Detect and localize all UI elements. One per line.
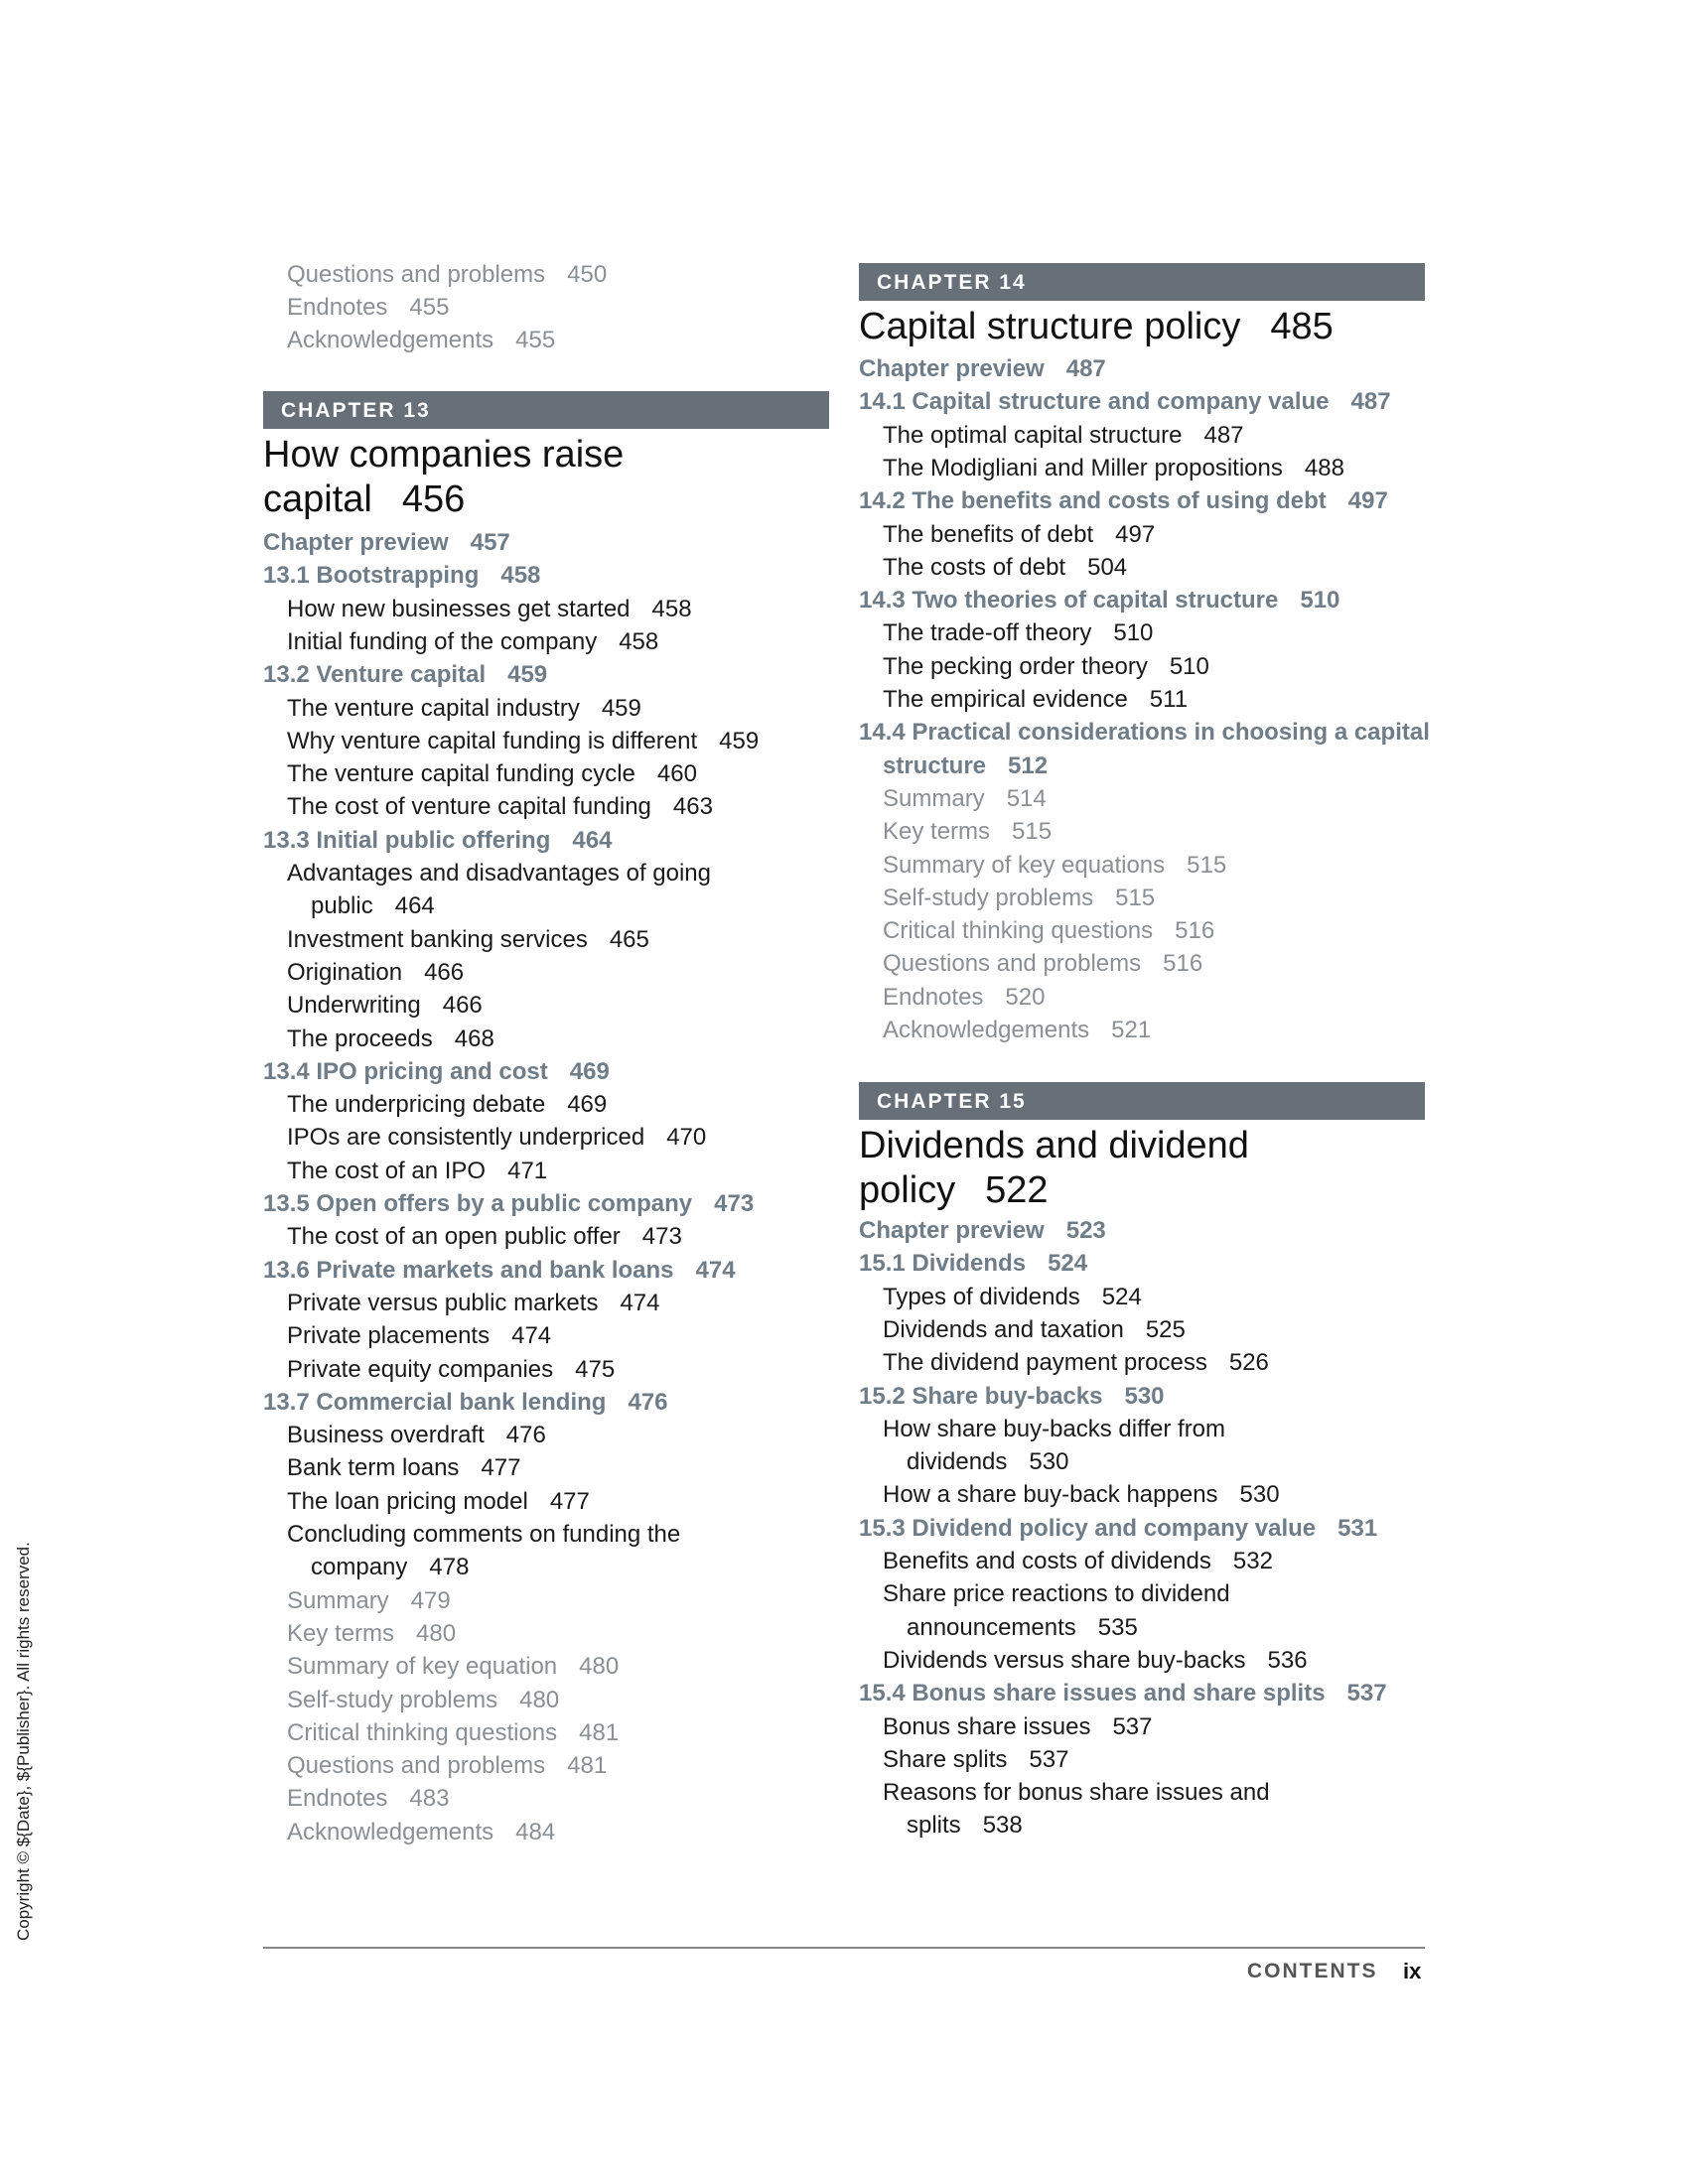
toc-entry xyxy=(859,1514,1377,1544)
toc-entry-page: 468 xyxy=(454,1024,494,1052)
toc-entry-title: 15.2 Share buy-backs xyxy=(859,1382,1103,1410)
toc-entry-page: 524 xyxy=(1101,1283,1142,1310)
toc-entry-title: The benefits of debt xyxy=(883,520,1094,548)
chapter-15-title-line2: policy 522 xyxy=(859,1169,1049,1211)
toc-entry xyxy=(883,1579,1230,1609)
toc-entry xyxy=(883,884,1155,913)
toc-entry-page: 475 xyxy=(575,1355,616,1383)
toc-entry-title: How new businesses get started xyxy=(287,595,631,622)
toc-entry-page: 510 xyxy=(1300,587,1340,614)
toc-entry xyxy=(263,1388,668,1418)
toc-entry-title: How share buy-backs differ from xyxy=(883,1415,1226,1442)
toc-entry-title: Private equity companies xyxy=(287,1355,554,1383)
toc-entry-title: 15.3 Dividend policy and company value xyxy=(859,1514,1317,1542)
toc-entry xyxy=(263,826,612,856)
toc-entry-page: 538 xyxy=(982,1812,1023,1840)
chapter-15-bar: CHAPTER 15 xyxy=(859,1082,1425,1120)
toc-entry-page: 510 xyxy=(1169,652,1209,680)
toc-entry-page: 521 xyxy=(1111,1017,1152,1043)
toc-entry xyxy=(883,949,1202,979)
toc-entry xyxy=(287,1784,449,1814)
toc-entry-title: Dividends and taxation xyxy=(883,1315,1124,1343)
toc-entry xyxy=(883,851,1226,881)
chapter-13-title: How companies raise xyxy=(263,434,625,476)
toc-entry-title: 13.1 Bootstrapping xyxy=(263,562,480,590)
toc-entry xyxy=(859,1679,1387,1708)
toc-entry-page: 479 xyxy=(410,1586,451,1614)
toc-entry xyxy=(883,652,1209,682)
toc-entry-title: 15.1 Dividends xyxy=(859,1250,1027,1278)
toc-entry xyxy=(287,1024,494,1054)
toc-entry-page: 470 xyxy=(666,1124,707,1152)
toc-entry-page: 469 xyxy=(569,1057,610,1085)
toc-entry-title: Chapter preview xyxy=(263,529,449,556)
toc-entry-title: Origination xyxy=(287,958,403,986)
toc-entry-page: 458 xyxy=(651,595,692,622)
toc-entry-title: 15.4 Bonus share issues and share splits xyxy=(859,1680,1326,1707)
toc-entry-title: How a share buy-back happens xyxy=(883,1481,1218,1509)
toc-entry-page: 481 xyxy=(567,1752,608,1780)
toc-entry-page: 537 xyxy=(1029,1745,1069,1773)
toc-entry-title: 14.2 The benefits and costs of using debt xyxy=(859,487,1327,515)
toc-entry-page: 514 xyxy=(1006,784,1047,812)
toc-entry xyxy=(287,991,483,1021)
toc-entry-page: 531 xyxy=(1337,1514,1378,1542)
toc-entry-title: Self-study problems xyxy=(883,884,1094,911)
toc-entry-title: Key terms xyxy=(883,818,991,846)
chapter-13-bar: CHAPTER 13 xyxy=(263,391,829,429)
toc-entry xyxy=(883,421,1244,451)
toc-entry-title: Acknowledgements xyxy=(883,1017,1090,1043)
toc-entry-title: The dividend payment process xyxy=(883,1349,1207,1377)
toc-entry-page: 511 xyxy=(1149,686,1189,713)
toc-entry xyxy=(287,1686,559,1715)
copyright-notice: Copyright © ${Date}, ${Publisher}. All rights reserved. xyxy=(14,1542,33,1941)
toc-entry xyxy=(883,618,1153,648)
toc-entry-title: Endnotes xyxy=(287,1785,388,1813)
toc-entry-title: 13.6 Private markets and bank loans xyxy=(263,1256,674,1284)
toc-entry-title: The cost of an open public offer xyxy=(287,1223,621,1251)
toc-entry-title: Private placements xyxy=(287,1322,491,1350)
toc-entry xyxy=(859,486,1388,516)
toc-entry-page: 523 xyxy=(1065,1217,1106,1244)
toc-entry-title: Initial funding of the company xyxy=(287,627,598,655)
toc-entry-title: 13.4 IPO pricing and cost xyxy=(263,1057,548,1085)
toc-entry xyxy=(883,1480,1280,1510)
toc-entry xyxy=(287,1818,555,1847)
toc-entry-page: 458 xyxy=(619,627,659,655)
toc-entry-title: Dividends versus share buy-backs xyxy=(883,1646,1246,1674)
toc-entry xyxy=(263,1189,754,1219)
toc-entry-title: Bank term loans xyxy=(287,1454,460,1482)
toc-entry xyxy=(287,792,713,822)
toc-entry-title: Summary xyxy=(287,1586,389,1614)
toc-entry xyxy=(287,727,759,756)
toc-entry-page: 537 xyxy=(1112,1712,1153,1740)
toc-entry-page: 488 xyxy=(1304,454,1344,481)
toc-entry-title: Questions and problems xyxy=(287,1752,546,1780)
toc-entry-page: 515 xyxy=(1115,884,1156,911)
toc-entry-title: Types of dividends xyxy=(883,1283,1080,1310)
toc-entry-title: The loan pricing model xyxy=(287,1487,528,1515)
toc-entry-title: IPOs are consistently underpriced xyxy=(287,1124,645,1152)
toc-entry-page: 497 xyxy=(1115,520,1156,548)
toc-entry xyxy=(883,784,1047,814)
footer-contents-label: CONTENTS xyxy=(1247,1960,1378,1982)
toc-entry xyxy=(287,1123,706,1153)
toc-entry-page: 497 xyxy=(1347,487,1388,515)
toc-entry-page: 474 xyxy=(620,1289,660,1316)
toc-entry-title: The venture capital funding cycle xyxy=(287,760,635,788)
toc-entry xyxy=(287,627,658,657)
toc-entry xyxy=(859,1382,1165,1412)
toc-entry xyxy=(883,983,1045,1013)
toc-entry xyxy=(311,1553,469,1582)
toc-entry-title: Reasons for bonus share issues and xyxy=(883,1779,1270,1807)
toc-entry xyxy=(263,1057,610,1087)
toc-entry xyxy=(907,1447,1068,1477)
toc-entry-title: Concluding comments on funding the xyxy=(287,1521,681,1548)
toc-entry xyxy=(287,1222,682,1252)
toc-entry-title: Critical thinking questions xyxy=(287,1718,558,1746)
toc-entry-title: Benefits and costs of dividends xyxy=(883,1548,1211,1574)
toc-entry xyxy=(859,718,1430,748)
toc-entry-title: Private versus public markets xyxy=(287,1289,599,1316)
toc-entry-page: 457 xyxy=(470,529,510,556)
toc-entry xyxy=(883,1547,1273,1576)
toc-entry-title: Share price reactions to dividend xyxy=(883,1580,1230,1608)
toc-entry xyxy=(287,595,692,624)
toc-entry xyxy=(883,553,1127,583)
toc-entry xyxy=(883,817,1052,847)
toc-entry-page: 516 xyxy=(1163,950,1203,978)
toc-entry-page: 535 xyxy=(1097,1613,1138,1641)
toc-entry-page: 484 xyxy=(515,1818,556,1845)
toc-entry xyxy=(263,561,540,591)
toc-entry xyxy=(287,1619,456,1649)
toc-entry xyxy=(883,1016,1151,1045)
toc-entry-page: 530 xyxy=(1239,1481,1280,1509)
toc-entry xyxy=(859,354,1106,384)
toc-entry-title: The underpricing debate xyxy=(287,1091,546,1119)
toc-entry-title: Advantages and disadvantages of going xyxy=(287,860,711,887)
toc-entry-page: 480 xyxy=(519,1686,560,1713)
toc-entry xyxy=(287,1751,607,1781)
chapter-15-title: Dividends and dividend xyxy=(859,1125,1249,1166)
toc-entry-page: 469 xyxy=(567,1091,608,1119)
toc-entry-page: 466 xyxy=(442,992,483,1020)
toc-entry-page: 474 xyxy=(511,1322,552,1350)
toc-entry-title: The optimal capital structure xyxy=(883,421,1183,449)
toc-entry: Questions and problems 450 xyxy=(287,261,608,288)
toc-entry-page: 463 xyxy=(672,793,713,821)
toc-entry-page: 525 xyxy=(1145,1315,1186,1343)
toc-entry-page: 477 xyxy=(481,1454,521,1482)
toc-entry xyxy=(883,1712,1153,1742)
toc-entry-page: 512 xyxy=(1008,751,1049,779)
toc-entry-title: 14.1 Capital structure and company value xyxy=(859,388,1330,416)
toc-entry-title: Business overdraft xyxy=(287,1422,485,1449)
toc-entry xyxy=(883,751,1048,781)
toc-entry-page: 477 xyxy=(549,1487,590,1515)
toc-entry-title: Critical thinking questions xyxy=(883,917,1154,945)
toc-entry-title: 13.5 Open offers by a public company xyxy=(263,1190,693,1217)
toc-entry-title: splits xyxy=(907,1812,961,1840)
toc-entry-page: 487 xyxy=(1065,355,1106,382)
toc-entry xyxy=(287,1421,546,1450)
toc-entry xyxy=(287,1321,551,1351)
toc-entry-title: structure xyxy=(883,751,987,779)
toc-entry-page: 515 xyxy=(1012,818,1053,846)
toc-entry xyxy=(287,1652,619,1682)
toc-entry-title: 14.3 Two theories of capital structure xyxy=(859,587,1279,614)
toc-entry xyxy=(883,1415,1225,1444)
toc-entry xyxy=(287,1157,547,1186)
toc-entry xyxy=(287,1355,615,1385)
toc-entry-page: 510 xyxy=(1113,619,1154,647)
toc-entry-page: 464 xyxy=(572,826,613,854)
toc-entry xyxy=(263,528,510,558)
chapter-14-bar: CHAPTER 14 xyxy=(859,263,1425,301)
toc-entry-page: 458 xyxy=(500,562,541,590)
toc-entry-title: Why venture capital funding is different xyxy=(287,727,698,754)
toc-entry-title: Bonus share issues xyxy=(883,1712,1091,1740)
toc-entry xyxy=(287,1718,619,1748)
toc-entry xyxy=(883,1778,1270,1808)
toc-entry-title: Self-study problems xyxy=(287,1686,498,1713)
toc-entry xyxy=(287,1289,660,1318)
toc-entry xyxy=(859,1216,1106,1246)
toc-entry-page: 473 xyxy=(641,1223,682,1251)
toc-entry-title: 14.4 Practical considerations in choosing a capital xyxy=(859,719,1430,747)
toc-entry-page: 536 xyxy=(1267,1646,1308,1674)
toc-entry-page: 520 xyxy=(1005,983,1046,1011)
toc-entry xyxy=(311,891,435,921)
toc-entry-title: Summary of key equation xyxy=(287,1653,558,1681)
toc-entry xyxy=(287,1453,520,1483)
toc-entry xyxy=(907,1811,1023,1841)
toc-entry xyxy=(263,660,547,690)
toc-entry-page: 516 xyxy=(1175,917,1215,945)
toc-entry xyxy=(287,694,641,724)
chapter-14-title: Capital structure policy 485 xyxy=(859,306,1334,347)
toc-entry-title: The venture capital industry xyxy=(287,694,580,722)
toc-entry-page: 504 xyxy=(1087,553,1128,581)
toc-entry xyxy=(883,685,1188,715)
toc-entry-page: 515 xyxy=(1187,851,1227,879)
toc-entry-page: 480 xyxy=(579,1653,620,1681)
toc-entry-title: The proceeds xyxy=(287,1024,433,1052)
toc-entry: Acknowledgements 455 xyxy=(287,327,556,353)
toc-entry xyxy=(287,859,711,888)
toc-entry-page: 537 xyxy=(1346,1680,1387,1707)
footer-rule xyxy=(263,1947,1425,1949)
toc-entry-page: 473 xyxy=(714,1190,755,1217)
toc-entry xyxy=(883,1315,1186,1345)
toc-entry-title: The cost of an IPO xyxy=(287,1157,487,1184)
toc-entry xyxy=(907,1613,1138,1643)
toc-entry: Endnotes 455 xyxy=(287,294,450,321)
toc-entry xyxy=(859,586,1339,615)
toc-entry-page: 459 xyxy=(507,661,548,689)
toc-entry-page: 459 xyxy=(719,727,760,754)
toc-entry xyxy=(859,387,1391,417)
toc-entry xyxy=(883,520,1155,550)
toc-entry xyxy=(287,1090,607,1120)
toc-entry-page: 464 xyxy=(394,892,435,920)
toc-entry-title: company xyxy=(311,1554,408,1581)
toc-entry-page: 474 xyxy=(695,1256,736,1284)
toc-entry-title: The trade-off theory xyxy=(883,619,1092,647)
toc-entry-page: 526 xyxy=(1228,1349,1269,1377)
toc-entry-page: 465 xyxy=(609,925,649,953)
toc-entry-page: 471 xyxy=(507,1157,548,1184)
toc-entry-title: The pecking order theory xyxy=(883,652,1148,680)
toc-entry-title: Key terms xyxy=(287,1619,395,1647)
toc-entry xyxy=(883,916,1214,946)
toc-entry-title: Underwriting xyxy=(287,992,421,1020)
toc-entry xyxy=(287,759,697,789)
toc-entry-page: 483 xyxy=(409,1785,450,1813)
toc-entry xyxy=(883,1283,1142,1312)
toc-entry-title: The costs of debt xyxy=(883,553,1066,581)
toc-entry-page: 487 xyxy=(1350,388,1391,416)
toc-entry-title: 13.2 Venture capital xyxy=(263,661,487,689)
toc-entry xyxy=(263,1256,736,1286)
chapter-13-title-line2: capital 456 xyxy=(263,478,466,520)
toc-entry-page: 466 xyxy=(424,958,465,986)
toc-entry-title: The cost of venture capital funding xyxy=(287,793,651,821)
toc-entry xyxy=(287,1520,680,1550)
toc-entry-title: Questions and problems xyxy=(883,950,1142,978)
toc-entry-title: 13.3 Initial public offering xyxy=(263,826,551,854)
toc-entry-title: Investment banking services xyxy=(287,925,588,953)
toc-entry xyxy=(859,1249,1087,1279)
toc-entry-title: Acknowledgements xyxy=(287,1818,494,1845)
toc-entry-title: The Modigliani and Miller propositions xyxy=(883,454,1283,481)
toc-entry-page: 481 xyxy=(579,1718,620,1746)
toc-entry-page: 530 xyxy=(1124,1382,1165,1410)
toc-entry-page: 459 xyxy=(601,694,641,722)
toc-entry-title: dividends xyxy=(907,1448,1008,1476)
toc-entry xyxy=(883,1348,1269,1378)
toc-entry-title: The empirical evidence xyxy=(883,686,1128,713)
toc-entry-page: 460 xyxy=(656,760,697,788)
toc-entry-page: 476 xyxy=(628,1388,668,1416)
toc-entry xyxy=(883,1745,1068,1775)
toc-entry-page: 532 xyxy=(1232,1548,1273,1574)
toc-entry-page: 478 xyxy=(429,1554,470,1581)
toc-entry xyxy=(287,1586,451,1616)
toc-entry-title: Share splits xyxy=(883,1745,1008,1773)
toc-entry-page: 476 xyxy=(505,1422,546,1449)
toc-entry-title: announcements xyxy=(907,1613,1076,1641)
toc-entry-page: 487 xyxy=(1203,421,1244,449)
toc-entry-page: 530 xyxy=(1029,1448,1069,1476)
toc-entry-page: 480 xyxy=(416,1619,457,1647)
toc-entry-title: Summary of key equations xyxy=(883,851,1166,879)
toc-entry xyxy=(287,1487,590,1517)
toc-entry-title: Summary xyxy=(883,784,985,812)
toc-entry xyxy=(883,1646,1308,1676)
toc-entry-page: 524 xyxy=(1048,1250,1088,1278)
toc-entry-title: Endnotes xyxy=(883,983,984,1011)
toc-entry-title: Chapter preview xyxy=(859,1217,1045,1244)
toc-entry xyxy=(883,454,1344,483)
toc-entry-title: Chapter preview xyxy=(859,355,1045,382)
toc-entry-title: 13.7 Commercial bank lending xyxy=(263,1388,607,1416)
toc-entry xyxy=(287,925,649,955)
footer-page-number: ix xyxy=(1403,1959,1422,1983)
toc-entry xyxy=(287,958,464,988)
toc-entry-title: public xyxy=(311,892,373,920)
